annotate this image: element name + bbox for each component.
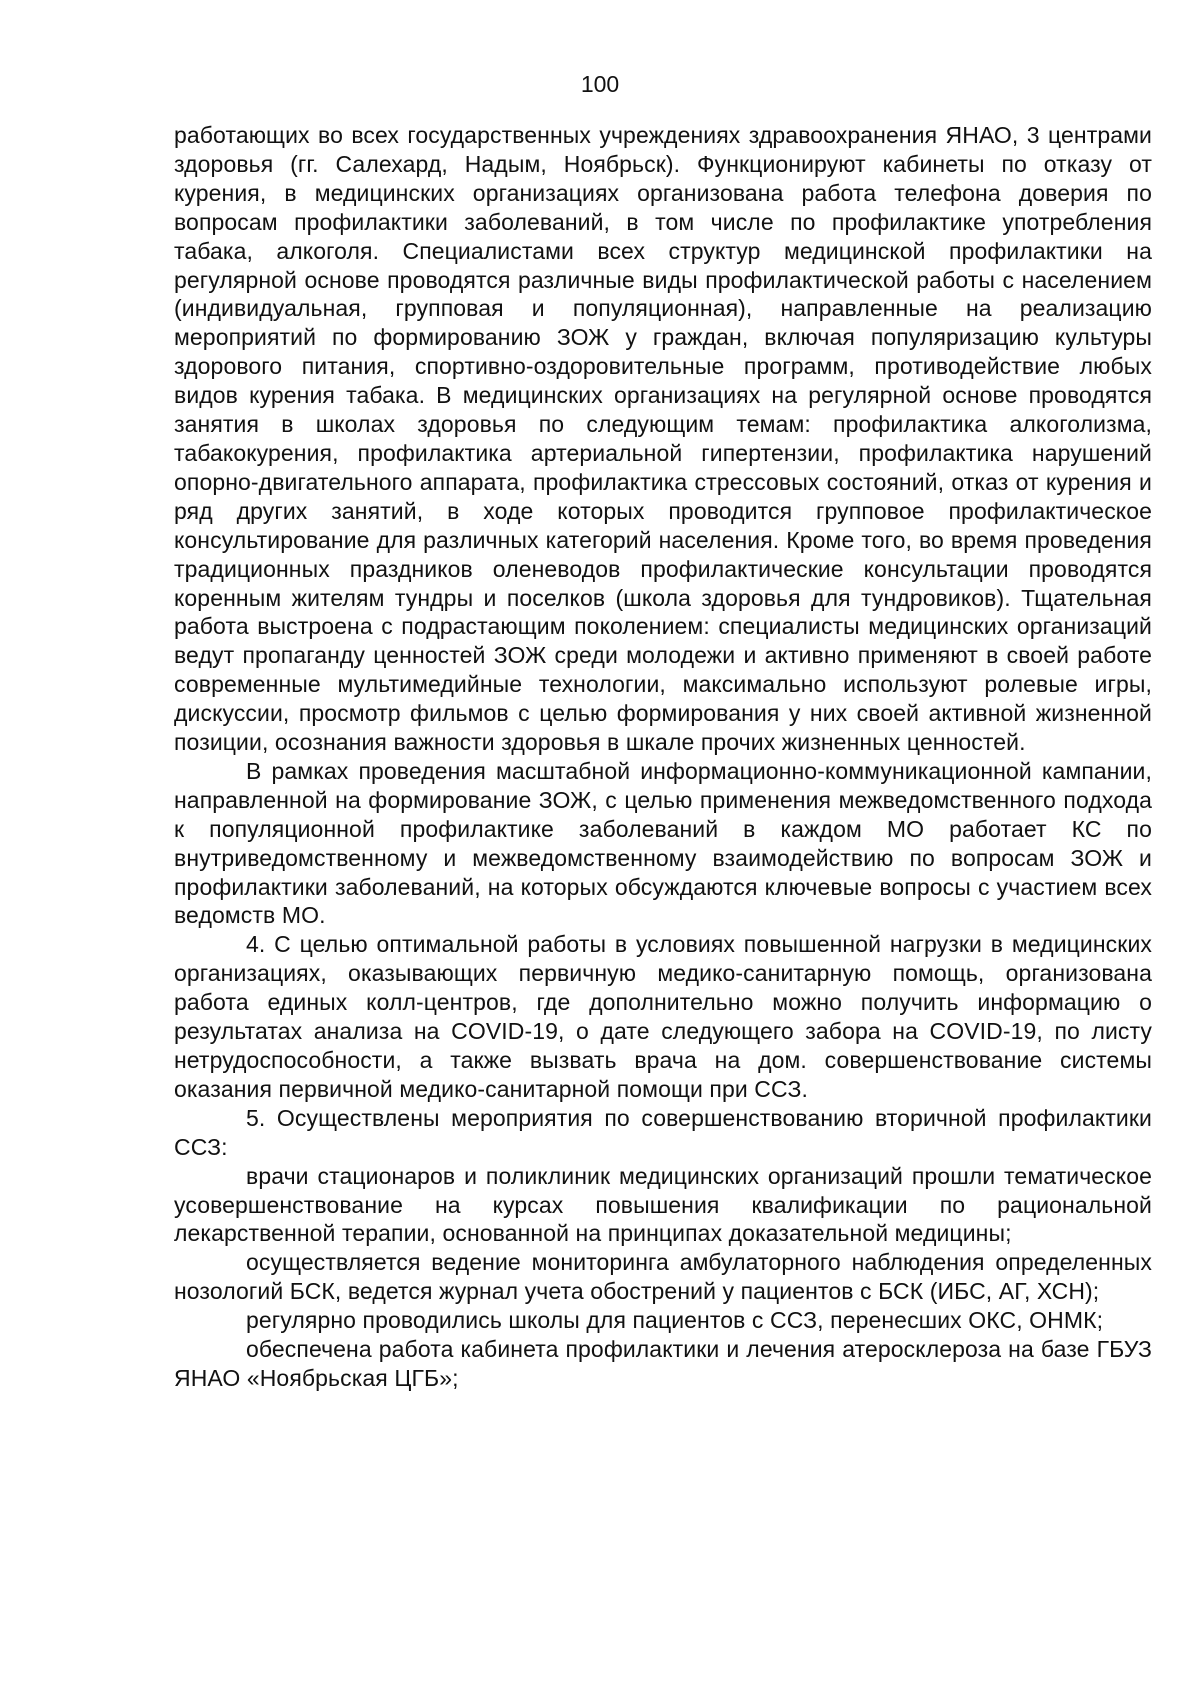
document-body <box>174 121 1152 1393</box>
paragraph-patient-schools: регулярно проводились школы для пациентов с ССЗ, перенесших ОКС, ОНМК; <box>246 1307 1104 1334</box>
paragraph-monitoring: осуществляется ведение мониторинга амбулаторного наблюдения определенных нозологий БСК, ведется журнал учета обострений у пациентов с БСК (ИБС, АГ, ХСН); <box>174 1249 1152 1305</box>
paragraph-item-5-secondary-prevention: 5. Осуществлены мероприятия по совершенствованию вторичной профилактики ССЗ: <box>174 1104 1152 1160</box>
paragraph-continuation: работающих во всех государственных учреждениях здравоохранения ЯНАО, 3 центрами здоровья (гг. Салехард, Надым, Ноябрьск). Функционируют кабинеты по отказу от курения, в медицинских организациях организована работа телефона доверия по вопросам профилактики заболеваний, в том числе по профилактике употребления табака, алкоголя. Специалистами всех структур медицинской профилактики на регулярной основе проводятся различные виды профилактической работы с населением (индивидуальная, групповая и популяционная), направленные на реализацию мероприятий по формированию ЗОЖ у граждан, включая популяризацию культуры здорового питания, спортивно-оздоровительные программ, противодействие любых видов курения табака. В медицинских организациях на регулярной основе проводятся занятия в школах здоровья по следующим темам: профилактика алкоголизма, табакокурения, профилактика артериальной гипертензии, профилактика нарушений опорно-двигательного аппарата, профилактика стрессовых состояний, отказ от курения и ряд других занятий, в ходе которых проводится групповое профилактическое консультирование для различных категорий населения. Кроме того, во время проведения традиционных праздников оленеводов профилактические консультации проводятся коренным жителям тундры и поселков (школа здоровья для тундровиков). Тщательная работа выстроена с подрастающим поколением: специалисты медицинских организаций ведут пропаганду ценностей ЗОЖ среди молодежи и активно применяют в своей работе современные мультимедийные технологии, максимально используют ролевые игры, дискуссии, просмотр фильмов с целью формирования у них своей активной жизненной позиции, осознания важности здоровья в шкале прочих жизненных ценностей. <box>174 122 1152 756</box>
paragraph-info-campaign: В рамках проведения масштабной информационно-коммуникационной кампании, направленной на формирование ЗОЖ, с целью применения межведомственного подхода к популяционной профилактике заболеваний в каждом МО работает КС по внутриведомственному и межведомственному взаимодействию по вопросам ЗОЖ и профилактики заболеваний, на которых обсуждаются ключевые вопросы с участием всех ведомств МО. <box>174 757 1152 929</box>
paragraph-atherosclerosis-office: обеспечена работа кабинета профилактики и лечения атеросклероза на базе ГБУЗ ЯНАО «Ноябрьская ЦГБ»; <box>174 1336 1152 1391</box>
page-number: 100 <box>580 71 620 97</box>
paragraph-doctors-training: врачи стационаров и поликлиник медицинских организаций прошли тематическое усовершенствование на курсах повышения квалификации по рациональной лекарственной терапии, основанной на принципах доказательной медицины; <box>174 1162 1152 1247</box>
paragraph-item-4-call-centers: 4. С целью оптимальной работы в условиях повышенной нагрузки в медицинских организациях, оказывающих первичную медико-санитарную помощь, организована работа единых колл-центров, где дополнительно можно получить информацию о результатах анализа на COVID-19, о дате следующего забора на COVID-19, по листу нетрудоспособности, а также вызвать врача на дом. совершенствование системы оказания первичной медико-санитарной помощи при ССЗ. <box>174 931 1152 1102</box>
